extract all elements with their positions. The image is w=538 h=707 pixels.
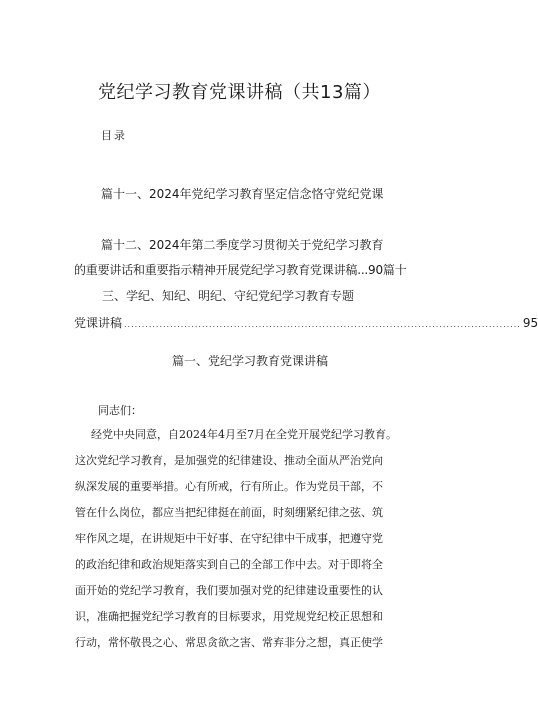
section-heading: 篇一、党纪学习教育党课讲稿 bbox=[172, 354, 329, 368]
toc-entry-12-line-2[interactable]: 的重要讲话和重要指示精神开展党纪学习教育党课讲稿...90篇十 bbox=[74, 263, 407, 277]
toc-entry-13-text: 党课讲稿 bbox=[74, 316, 123, 330]
salutation: 同志们： bbox=[98, 404, 142, 417]
body-line: 这次党纪学习教育，是加强党的纪律建设、推动全面从严治党向 bbox=[75, 454, 383, 467]
body-line: 的政治纪律和政治规矩落实到自己的全部工作中去。对于即将全 bbox=[75, 558, 383, 571]
body-line: 识，准确把握党纪学习教育的目标要求，用党规党纪校正思想和 bbox=[75, 610, 383, 623]
document-title: 党纪学习教育党课讲稿（共13篇） bbox=[98, 82, 381, 103]
toc-label: 目录 bbox=[101, 129, 127, 142]
toc-dot-leader: ................................................................................................................ bbox=[124, 320, 521, 329]
body-line: 纵深发展的重要举措。心有所戒，行有所止。作为党员干部，不 bbox=[75, 480, 383, 493]
body-line: 行动，常怀敬畏之心、常思贪欲之害、常弃非分之想，真正使学 bbox=[75, 636, 383, 649]
body-line: 经党中央同意，自2024年4月至7月在全党开展党纪学习教育。 bbox=[91, 428, 397, 441]
toc-entry-12-line-1[interactable]: 篇十二、2024年第二季度学习贯彻关于党纪学习教育 bbox=[101, 238, 384, 252]
toc-page-number: 95 bbox=[522, 316, 538, 330]
body-line: 管在什么岗位，都应当把纪律挺在前面，时刻绷紧纪律之弦、筑 bbox=[75, 506, 383, 519]
body-line: 面开始的党纪学习教育，我们要加强对党的纪律建设重要性的认 bbox=[75, 584, 383, 597]
toc-entry-13-line-2[interactable] bbox=[74, 316, 538, 332]
toc-entry-11[interactable]: 篇十一、2024年党纪学习教育坚定信念恪守党纪党课 bbox=[101, 187, 384, 201]
toc-entry-13-line-1[interactable]: 三、学纪、知纪、明纪、守纪党纪学习教育专题 bbox=[102, 289, 355, 303]
body-line: 牢作风之堤，在讲规矩中干好事、在守纪律中干成事，把遵守党 bbox=[75, 532, 383, 545]
